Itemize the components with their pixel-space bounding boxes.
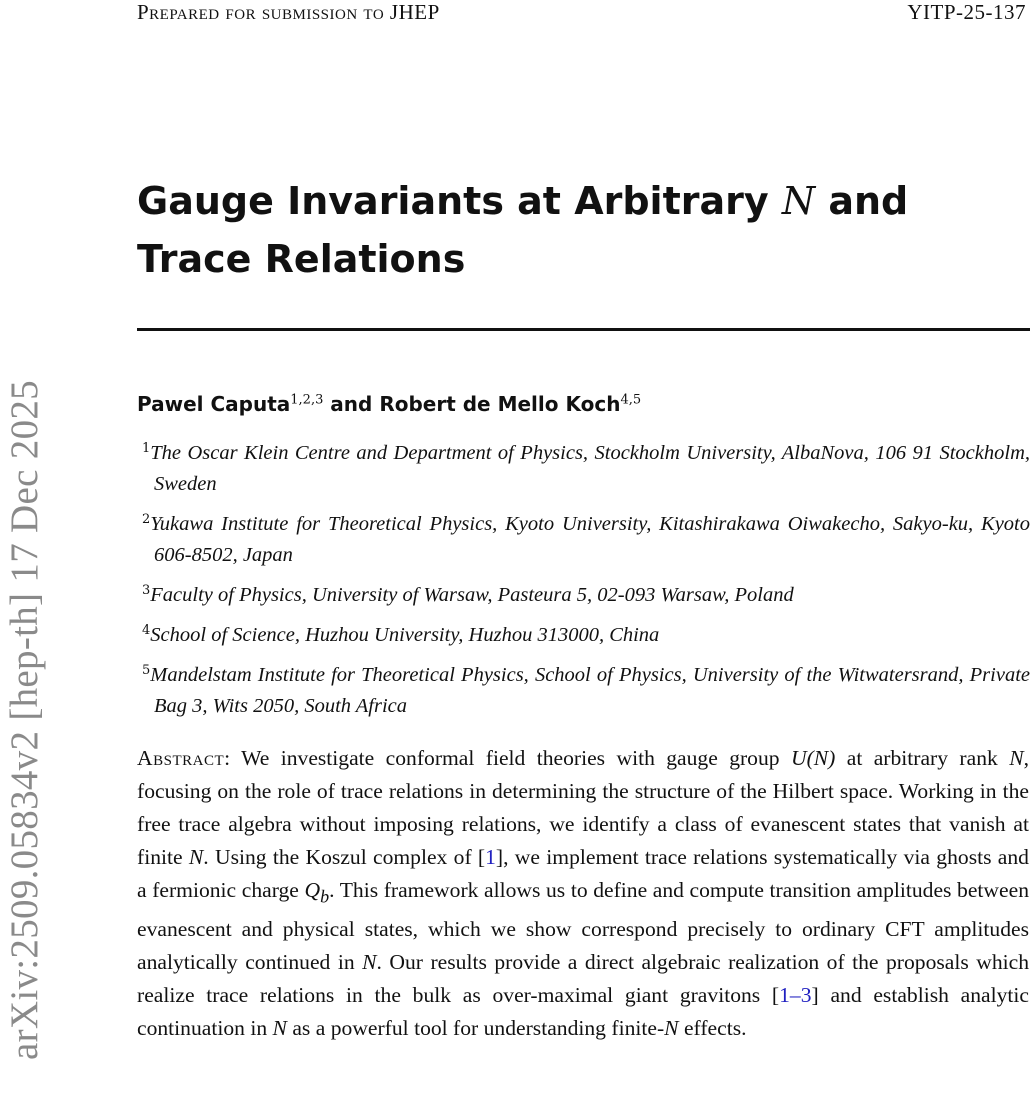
abstract-text: as a powerful tool for understanding finite-	[286, 1016, 665, 1041]
affiliation	[142, 433, 1030, 500]
math-inline: U(N)	[790, 746, 836, 770]
abstract-text: effects.	[678, 1016, 747, 1041]
math-subscript: b	[320, 886, 330, 907]
abstract	[137, 742, 1029, 1045]
affiliation-number: 4	[142, 623, 151, 638]
math-inline: N	[188, 845, 204, 869]
affiliation-text: School of Science, Huzhou University, Huzhou 313000, China	[150, 624, 660, 646]
author-list	[137, 392, 641, 416]
affiliation-list	[142, 433, 1030, 726]
title-math-n: N	[781, 179, 816, 223]
author-1: Pawel Caputa	[137, 392, 291, 416]
abstract-text: : We investigate conformal field theories with gauge group	[224, 746, 791, 770]
preprint-number: YITP-25-137	[907, 0, 1026, 24]
journal-note: Prepared for submission to JHEP	[137, 0, 440, 24]
citation-link[interactable]: 1	[485, 845, 496, 869]
affiliation	[142, 615, 1030, 651]
affiliation-number: 2	[142, 512, 151, 527]
math-inline: Q	[304, 878, 321, 902]
abstract-text: ], we implement trace relations systematically via ghosts and a fermionic charge	[137, 845, 1029, 902]
affiliation	[142, 655, 1030, 722]
paper-title	[137, 172, 1017, 288]
author-2-affiliations: 4,5	[620, 392, 642, 408]
abstract-text: . Using the Koszul complex of [	[203, 845, 486, 869]
citation-link[interactable]: 1–3	[779, 983, 812, 1008]
affiliation-number: 3	[142, 583, 151, 598]
affiliation-text: The Oscar Klein Centre and Department of Physics, Stockholm University, AlbaNova, 106 91 Stockholm, Sweden	[150, 442, 1030, 495]
affiliation-number: 5	[142, 663, 151, 678]
affiliation-number: 1	[142, 441, 151, 456]
abstract-text: . This framework allows us to define and compute transition amplitudes between evanescent and physical states, which we show correspond precisely to ordinary CFT amplitudes analytically continued in	[137, 878, 1029, 975]
abstract-text: . Our results provide a direct algebraic realization of the proposals which realize trace relations in the bulk as over-maximal giant gravitons [	[137, 950, 1030, 1008]
math-inline: N	[664, 1016, 679, 1041]
abstract-label: Abstract	[137, 746, 225, 770]
affiliation	[142, 504, 1030, 571]
author-conjunction: and	[323, 392, 380, 416]
affiliation	[142, 575, 1030, 611]
affiliation-text: Faculty of Physics, University of Warsaw, Pasteura 5, 02-093 Warsaw, Poland	[150, 584, 794, 606]
abstract-text: , focusing on the role of trace relations in determining the structure of the Hilbert space. Working in the free trace algebra without imposing relations, we identify a class of evanescent states that vanish at finite	[137, 746, 1029, 869]
arxiv-stamp: arXiv:2509.05834v2 [hep-th] 17 Dec 2025	[3, 380, 46, 1060]
abstract-text: at arbitrary rank	[835, 746, 1010, 770]
math-inline: N	[272, 1016, 287, 1041]
title-part-2: and Trace Relations	[137, 179, 909, 281]
math-inline: N	[362, 950, 377, 975]
author-2: Robert de Mello Koch	[379, 392, 621, 416]
abstract-text: ] and establish analytic continuation in	[137, 983, 1029, 1041]
title-rule	[137, 328, 1030, 331]
author-1-affiliations: 1,2,3	[290, 392, 324, 408]
title-part-1: Gauge Invariants at Arbitrary	[137, 179, 782, 223]
math-inline: N	[1009, 746, 1024, 770]
affiliation-text: Yukawa Institute for Theoretical Physics, Kyoto University, Kitashirakawa Oiwakecho, Sakyo-ku, Kyoto 606-8502, Japan	[150, 513, 1030, 566]
affiliation-text: Mandelstam Institute for Theoretical Physics, School of Physics, University of the Witwatersrand, Private Bag 3, Wits 2050, South Africa	[150, 664, 1030, 717]
